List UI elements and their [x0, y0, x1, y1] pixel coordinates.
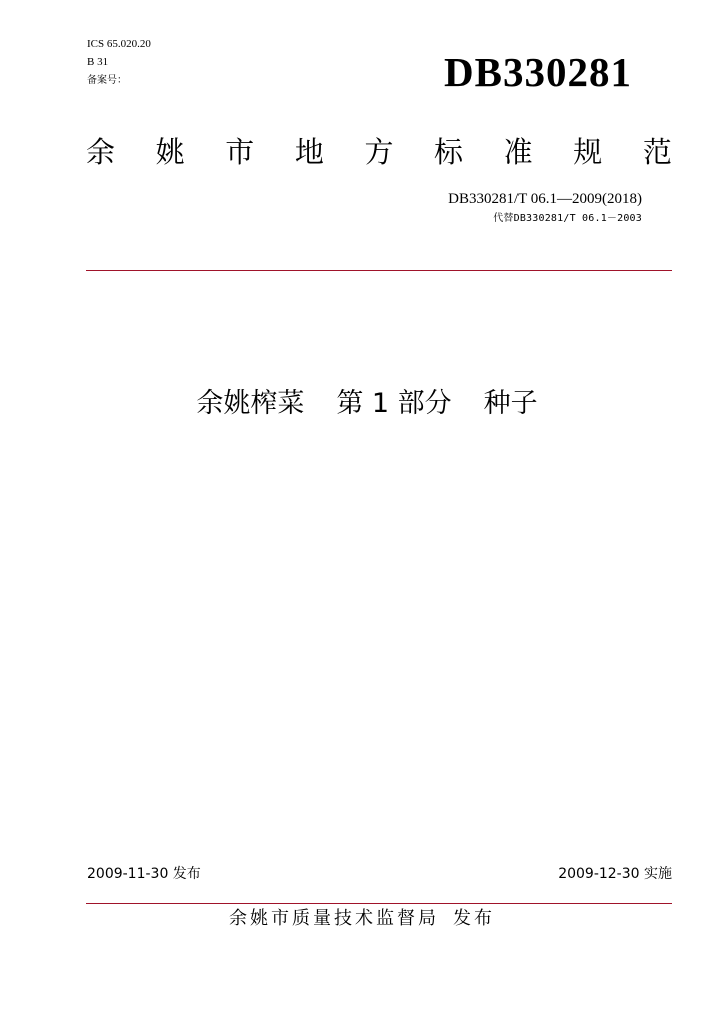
standard-type-char: 方	[364, 135, 394, 169]
replaces-standard: 代替DB330281/T 06.1－2003	[493, 213, 642, 224]
ccs-code: B 31	[87, 56, 109, 68]
standard-type-char: 市	[225, 135, 255, 169]
standard-type-char: 标	[434, 135, 464, 169]
standard-code-large: DB330281	[444, 49, 632, 95]
ics-code: ICS 65.020.20	[87, 38, 151, 50]
publish-word: 发布	[453, 908, 495, 929]
standard-number: DB330281/T 06.1—2009(2018)	[448, 191, 642, 207]
footer-divider	[86, 903, 672, 904]
filing-number-label: 备案号：	[87, 75, 127, 86]
implementation-date: 2009-12-30 实施	[558, 866, 672, 882]
standard-type-char: 准	[503, 135, 533, 169]
standard-type-char: 姚	[155, 135, 185, 169]
standard-type-char: 地	[294, 135, 324, 169]
issue-date: 2009-11-30 发布	[87, 866, 201, 882]
title-part-subject: 种子	[483, 388, 538, 419]
standard-type-char: 规	[573, 135, 603, 169]
standard-type-char: 范	[642, 135, 672, 169]
title-part-name: 余姚榨菜	[196, 388, 305, 419]
publisher-line	[0, 907, 724, 931]
standard-type-char: 余	[86, 135, 116, 169]
standard-type-heading	[86, 134, 672, 170]
publisher-name: 余姚市质量技术监督局	[229, 908, 439, 929]
document-title	[0, 386, 724, 422]
header-divider	[86, 270, 672, 271]
title-part-number: 第 1 部分	[336, 388, 452, 419]
